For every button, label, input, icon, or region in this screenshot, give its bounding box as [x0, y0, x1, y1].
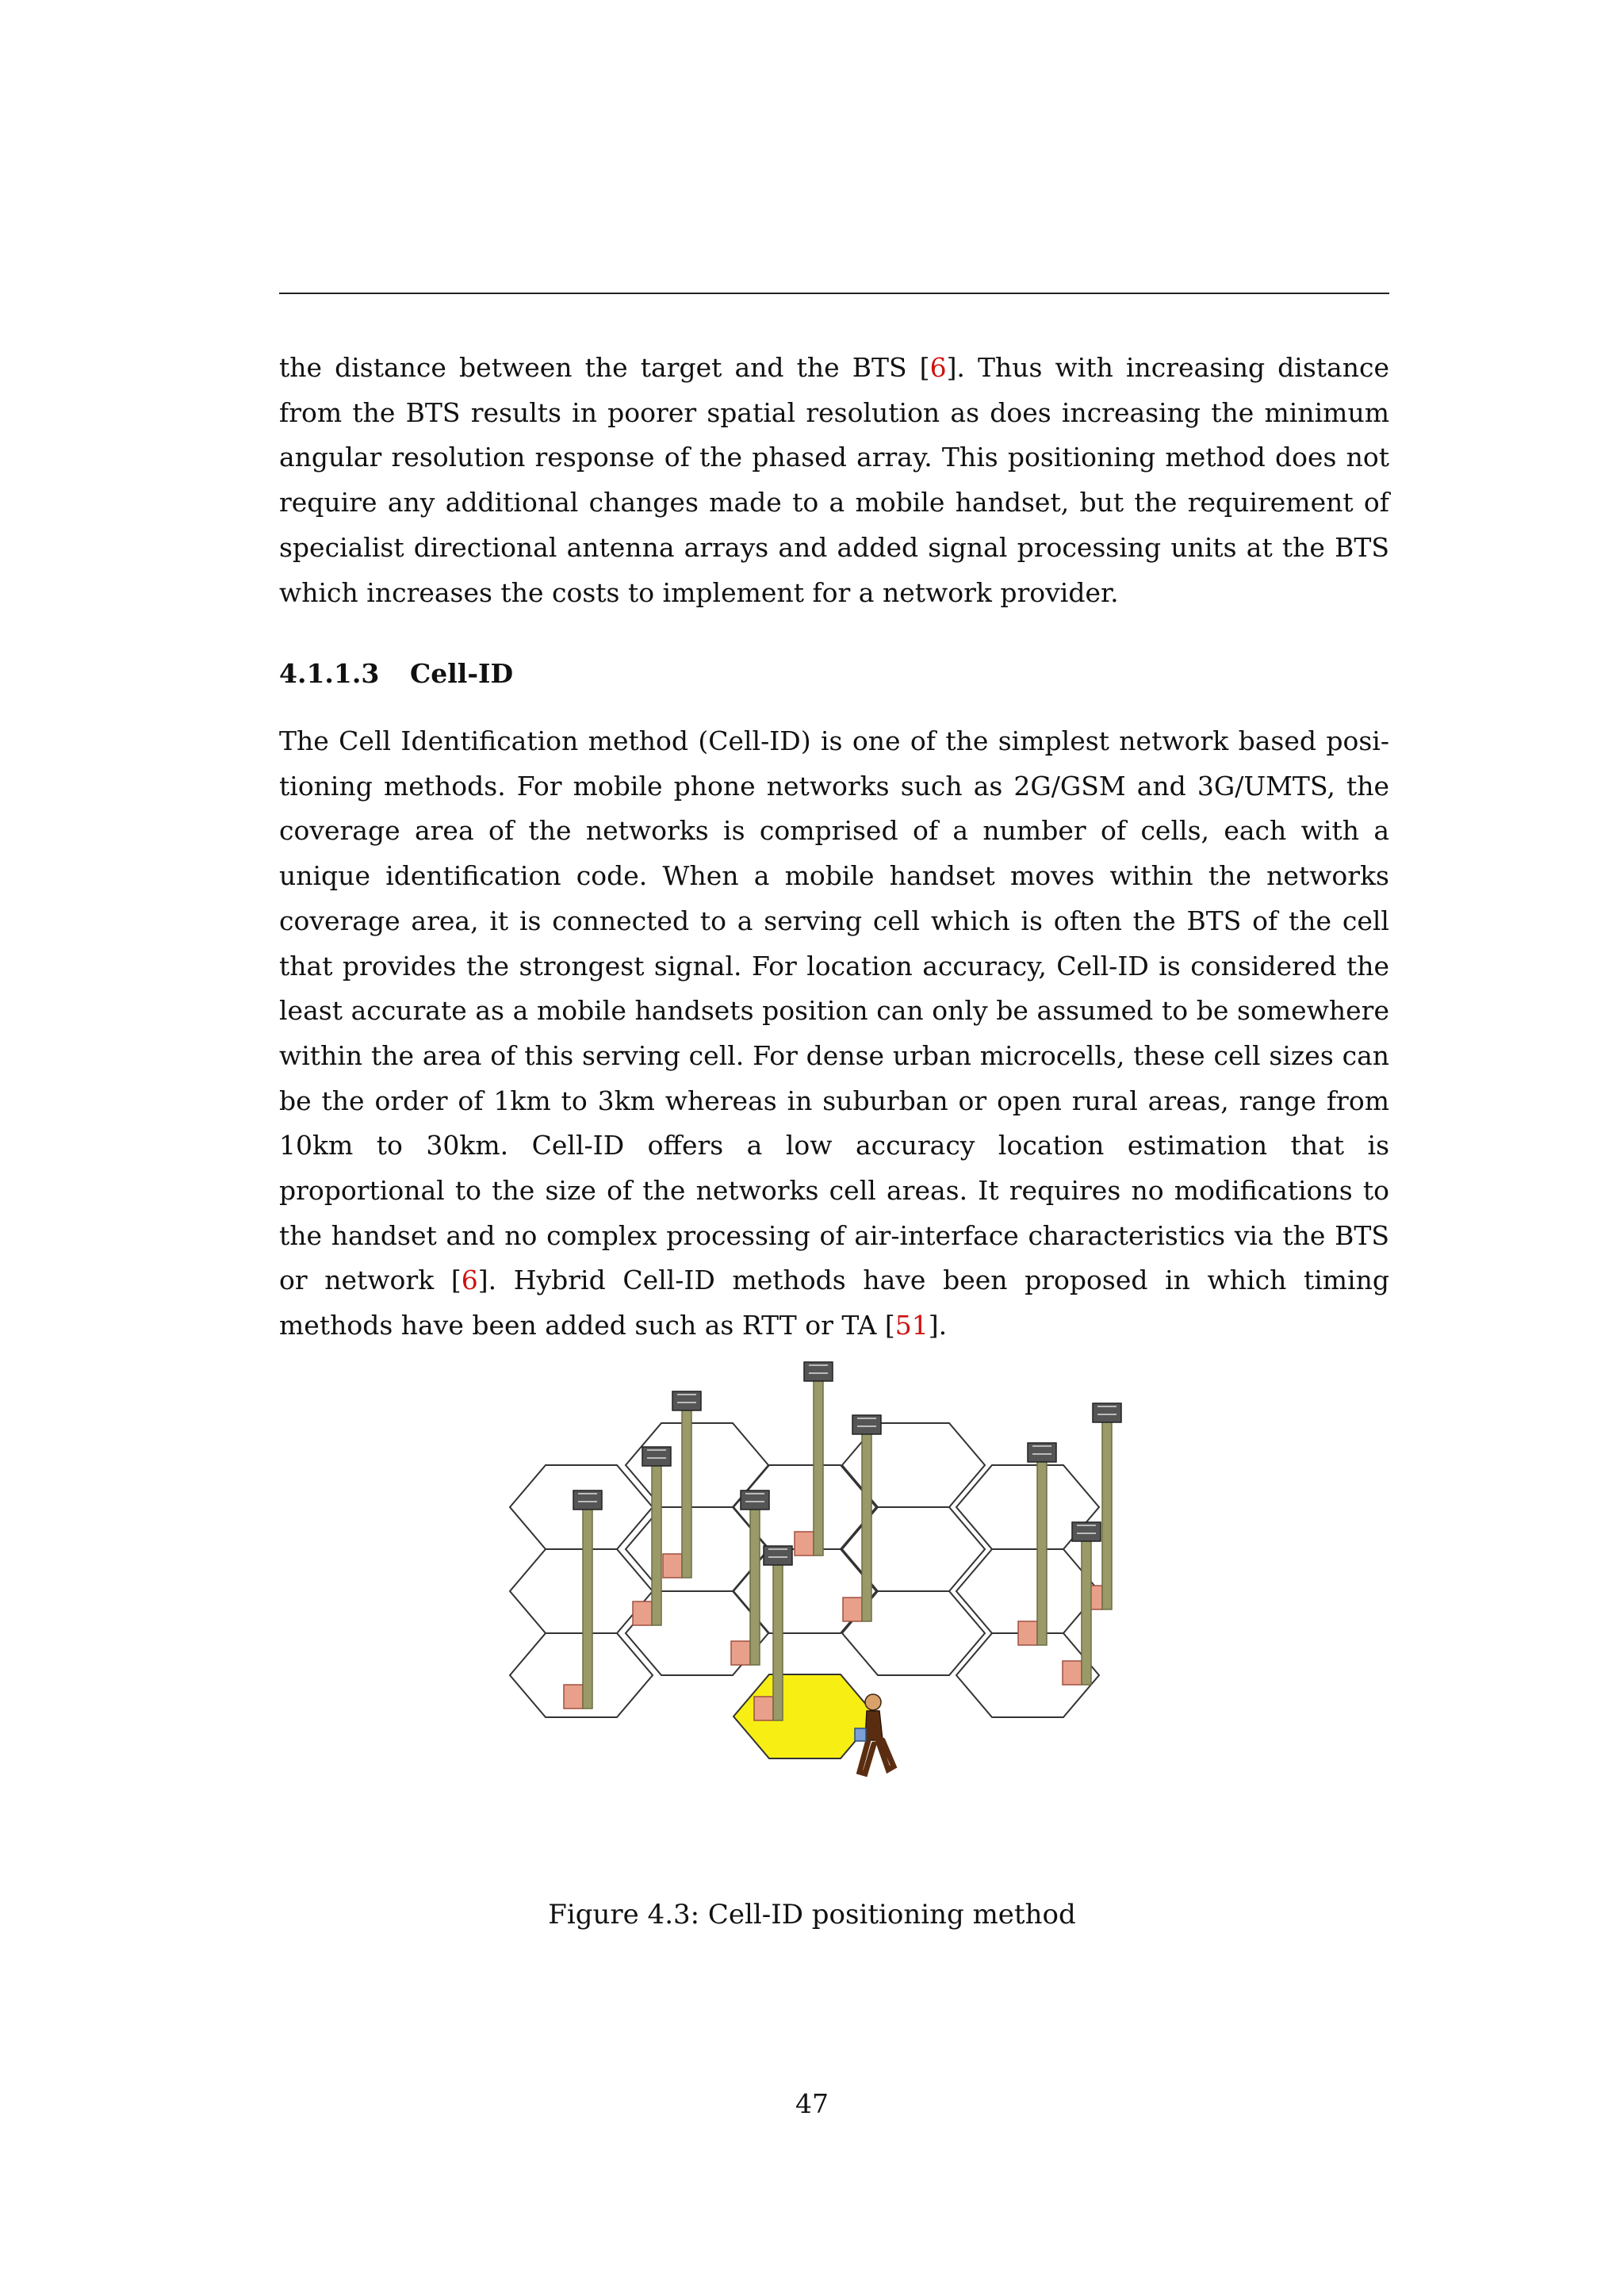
hex-cell	[626, 1507, 768, 1591]
bts-building	[633, 1601, 652, 1625]
paragraph-2-text-a: The Cell Identification method (Cell-ID) is one of the simplest network based positioning methods. For mobile phone networks such as 2G/GSM and 3G/UMTS, the coverage area of the networks is comprised of a number of cells, each with a unique identification code. When a mobile handset moves within the networks coverage area, it is connected to a serving cell which is often the BTS of the cell that provides the strongest signal. For location accuracy, Cell-ID is considered the least accurate as a mobile handsets position can only be assumed to be somewhere within the area of this serving cell. For dense urban microcells, these cell sizes can be the order of 1km to 3km whereas in suburban or open rural areas, range from 10km to 30km. Cell-ID offers a low accuracy location estimation that is proportional to the size of the networks cell areas. It requires no modifications to the handset and no complex processing of air-interface characteristics via the BTS or network [	[279, 725, 1389, 1296]
bts-building	[843, 1598, 862, 1621]
tower-mast	[1102, 1419, 1112, 1609]
tower-mast	[652, 1463, 661, 1625]
tower-mast	[1037, 1459, 1047, 1645]
paragraph-2-text-c: ].	[928, 1310, 948, 1341]
tower-mast	[814, 1378, 823, 1556]
person-legs	[860, 1740, 894, 1774]
paragraph-1-text-b: ]. Thus with increasing distance from the BTS results in poorer spatial resolution as does increasing the minimum angular resolution response of the phased array. This positioning method does not require any additional changes made to a mobile handset, but the requirement of specialist directional antenna arrays and added signal processing units at the BTS which increases the costs to implement for a network provider.	[279, 352, 1389, 608]
hex-cell	[510, 1549, 653, 1633]
tower-mast	[773, 1562, 783, 1720]
page-number: 47	[795, 2088, 829, 2119]
bts-building	[1018, 1621, 1037, 1645]
bts-building	[663, 1554, 682, 1578]
tower-mast	[682, 1407, 691, 1578]
bts-building	[754, 1697, 773, 1720]
bts-building	[795, 1532, 814, 1556]
header-rule	[279, 293, 1389, 294]
tower-mast	[862, 1431, 871, 1621]
paragraph-1	[279, 346, 1389, 615]
paragraph-1-text-a: the distance between the target and the BTS [	[279, 352, 930, 383]
cell-id-figure	[473, 1348, 1210, 1863]
tower-mast	[583, 1506, 592, 1709]
person-body	[865, 1711, 883, 1740]
hexagonal-cell-grid	[510, 1423, 1099, 1758]
bts-building	[1063, 1661, 1082, 1685]
section-heading	[279, 658, 513, 689]
tower-mast	[1082, 1538, 1091, 1685]
citation-link[interactable]: 6	[461, 1265, 478, 1296]
bts-building	[731, 1641, 750, 1665]
tower-mast	[750, 1506, 760, 1665]
paragraph-2	[279, 719, 1389, 1349]
citation-link[interactable]: 51	[894, 1310, 929, 1341]
paragraph-2-text-b: ]. Hybrid Cell-ID methods have been proposed in which timing methods have been added such as RTT or TA [	[279, 1265, 1389, 1341]
figure-caption: Figure 4.3: Cell-ID positioning method	[548, 1899, 1076, 1931]
bts-building	[564, 1685, 583, 1709]
mobile-handset-icon	[855, 1728, 866, 1741]
section-number: 4.1.1.3	[279, 658, 380, 689]
person-head	[865, 1694, 881, 1710]
citation-link[interactable]: 6	[929, 352, 947, 383]
hex-cell	[956, 1549, 1099, 1633]
section-title: Cell-ID	[410, 658, 514, 689]
